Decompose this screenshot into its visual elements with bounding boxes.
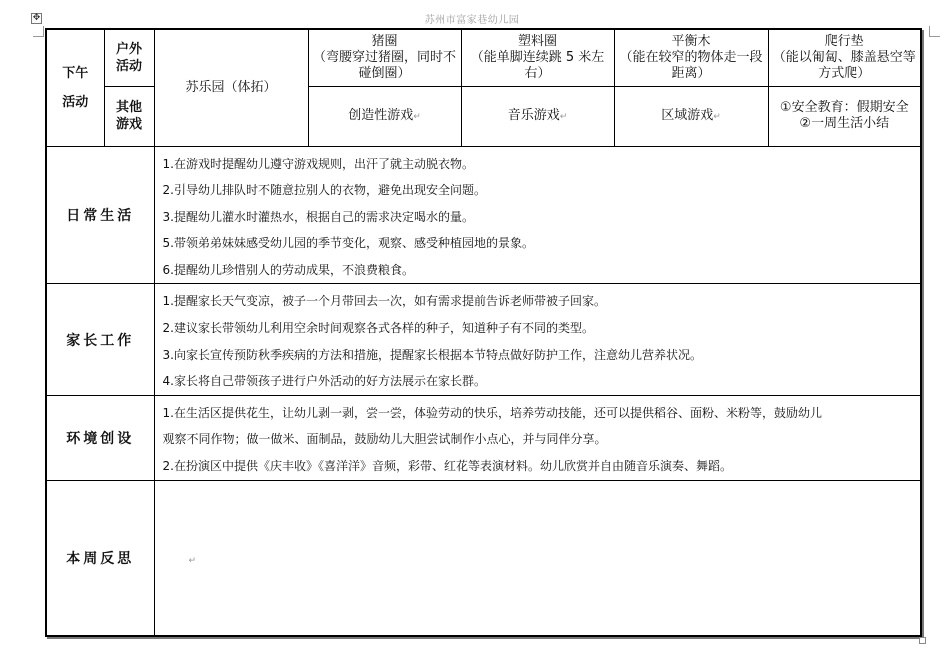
table-resize-handle[interactable] [919,637,926,644]
other-game-item: 区域游戏↵ [614,86,768,146]
list-item: 2.在扮演区中提供《庆丰收》《喜洋洋》音频，彩带、红花等表演材料。幼儿欣赏并自由随音乐演奏、舞蹈。 [162,459,732,474]
environment-label: 环境创设 [46,395,154,480]
outdoor-item: 塑料圈 （能单脚连续跳 5 米左右） [461,29,614,86]
list-item: 6.提醒幼儿珍惜别人的劳动成果，不浪费粮食。 [162,262,414,277]
list-item: 1.在生活区提供花生，让幼儿剥一剥，尝一尝，体验劳动的快乐，培养劳动技能，还可以提供稻谷、面粉、米粉等，鼓励幼儿 [162,405,822,420]
daily-life-label: 日常生活 [46,146,154,284]
parent-work-content [154,284,921,395]
daily-life-content [154,146,921,284]
environment-content [154,395,921,480]
list-item: 2.引导幼儿排队时不随意拉别人的衣物，避免出现安全问题。 [162,183,486,198]
margin-corner-mark-left [33,26,44,37]
outdoor-activity-label: 户外 活动 [104,29,154,86]
outdoor-item: 爬行垫 （能以匍匐、膝盖悬空等方式爬） [768,29,921,86]
parent-work-label: 家长工作 [46,284,154,395]
weekly-plan-table [45,28,922,637]
other-game-item: 创造性游戏↵ [308,86,461,146]
list-item: 1.提醒家长天气变凉，被子一个月带回去一次，如有需求提前告诉老师带被子回家。 [162,294,606,309]
list-item: 4.家长将自己带领孩子进行户外活动的好方法展示在家长群。 [162,374,486,389]
table-move-handle-icon[interactable]: ✥ [32,13,41,23]
list-item: 5.带领弟弟妹妹感受幼儿园的季节变化，观察、感受种植园地的景象。 [162,236,534,251]
list-item: 3.提醒幼儿灌水时灌热水，根据自己的需求决定喝水的量。 [162,209,474,224]
page-header: 苏州市富家巷幼儿园 [424,15,520,26]
reflection-content[interactable]: ↵ [154,480,921,636]
safety-education-cell: ①安全教育：假期安全 ②一周生活小结 [768,86,921,146]
reflection-label: 本周反思 [46,480,154,636]
outdoor-item: 猪圈 （弯腰穿过猪圈，同时不碰倒圈） [308,29,461,86]
list-item: 观察不同作物；做一做米、面制品，鼓励幼儿大胆尝试制作小点心，并与同伴分享。 [162,432,607,447]
other-game-item: 音乐游戏↵ [461,86,614,146]
list-item: 2.建议家长带领幼儿利用空余时间观察各式各样的种子，知道种子有不同的类型。 [162,321,594,336]
list-item: 1.在游戏时提醒幼儿遵守游戏规则，出汗了就主动脱衣物。 [162,156,474,171]
outdoor-item: 平衡木 （能在较窄的物体走一段距离） [614,29,768,86]
margin-corner-mark-right [929,26,940,37]
park-cell: 苏乐园（体拓） [154,29,308,146]
other-games-label: 其他 游戏 [104,86,154,146]
list-item: 3.向家长宣传预防秋季疾病的方法和措施，提醒家长根据本节特点做好防护工作，注意幼儿营养状况。 [162,347,702,362]
afternoon-activity-label: 下午 活动 [46,29,104,146]
